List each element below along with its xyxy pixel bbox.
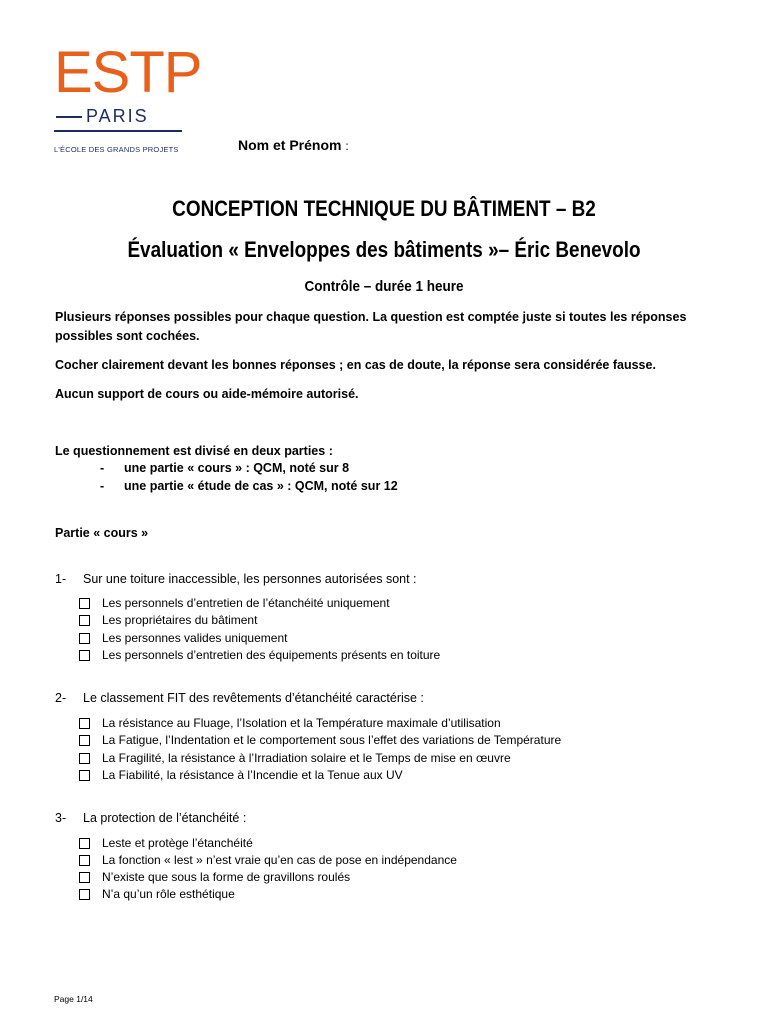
question-3-number: 3- <box>55 811 67 825</box>
checkbox[interactable] <box>79 770 90 781</box>
checkbox[interactable] <box>79 598 90 609</box>
section-title: Partie « cours » <box>55 526 149 540</box>
name-field-label <box>238 137 349 153</box>
checkbox[interactable] <box>79 838 90 849</box>
question-2-number: 2- <box>55 691 67 705</box>
question-1 <box>55 572 417 586</box>
option-label: N’a qu’un rôle esthétique <box>102 887 235 901</box>
option-label: La fonction « lest » n’est vraie qu’en cas de pose en indépendance <box>102 853 457 867</box>
option-label: La Fiabilité, la résistance à l’Incendie et la Tenue aux UV <box>102 768 403 782</box>
course-title: CONCEPTION TECHNIQUE DU BÂTIMENT – B2 <box>172 196 596 221</box>
exam-duration: Contrôle – durée 1 heure <box>304 278 464 295</box>
question-3-option-3[interactable] <box>79 869 350 885</box>
option-label: N’existe que sous la forme de gravillons roulés <box>102 870 351 884</box>
question-3-option-4[interactable] <box>79 886 235 902</box>
name-label: Nom et Prénom <box>238 137 342 153</box>
logo-tagline: L'ÉCOLE DES GRANDS PROJETS <box>54 145 179 154</box>
instruction-check-clearly: Cocher clairement devant les bonnes réponses ; en cas de doute, la réponse sera considérée fausse. <box>55 358 656 372</box>
question-3-option-2[interactable] <box>79 852 457 868</box>
checkbox[interactable] <box>79 615 90 626</box>
checkbox[interactable] <box>79 872 90 883</box>
option-label: Les personnes valides uniquement <box>102 631 288 645</box>
page-number: Page 1/14 <box>54 994 93 1004</box>
question-1-option-1[interactable] <box>79 595 390 611</box>
checkbox[interactable] <box>79 889 90 900</box>
question-1-number: 1- <box>55 572 67 586</box>
estp-logo <box>54 40 202 155</box>
part-2-text: une partie « étude de cas » : QCM, noté sur 12 <box>124 479 398 493</box>
checkbox[interactable] <box>79 855 90 866</box>
question-3-text: La protection de l’étanchéité : <box>83 811 247 825</box>
part-1-text: une partie « cours » : QCM, noté sur 8 <box>124 461 350 475</box>
evaluation-title: Évaluation « Enveloppes des bâtiments »– Éric Benevolo <box>127 237 641 262</box>
question-1-text: Sur une toiture inaccessible, les personnes autorisées sont : <box>83 572 417 586</box>
logo-city: PARIS <box>86 106 149 126</box>
option-label: Leste et protège l’étanchéité <box>102 836 253 850</box>
question-2-option-4[interactable] <box>79 767 403 783</box>
name-colon: : <box>345 139 349 153</box>
option-label: La Fatigue, l’Indentation et le comportement sous l’effet des variations de Température <box>102 733 562 747</box>
option-label: La Fragilité, la résistance à l’Irradiation solaire et le Temps de mise en œuvre <box>102 751 511 765</box>
question-2-text: Le classement FIT des revêtements d’étanchéité caractérise : <box>83 691 424 705</box>
part-2-dash: - <box>100 479 105 493</box>
option-label: Les personnels d’entretien de l’étanchéité uniquement <box>102 596 390 610</box>
checkbox[interactable] <box>79 633 90 644</box>
part-1-dash: - <box>100 461 105 475</box>
question-1-option-2[interactable] <box>79 612 257 628</box>
checkbox[interactable] <box>79 718 90 729</box>
question-3 <box>55 811 246 825</box>
checkbox[interactable] <box>79 650 90 661</box>
question-2-option-1[interactable] <box>79 715 501 731</box>
question-2-option-2[interactable] <box>79 732 561 748</box>
logo-rule-left <box>56 116 82 118</box>
question-2 <box>55 691 424 705</box>
checkbox[interactable] <box>79 735 90 746</box>
logo-brand: ESTP <box>54 40 202 105</box>
option-label: Les propriétaires du bâtiment <box>102 613 258 627</box>
question-1-option-3[interactable] <box>79 630 287 646</box>
instruction-no-support: Aucun support de cours ou aide-mémoire autorisé. <box>55 387 359 401</box>
instruction-multiple-answers: Plusieurs réponses possibles pour chaque question. La question est comptée juste si toutes les réponses possibles sont cochées. <box>55 310 687 343</box>
option-label: Les personnels d’entretien des équipements présents en toiture <box>102 648 441 662</box>
question-2-option-3[interactable] <box>79 750 511 766</box>
question-1-option-4[interactable] <box>79 647 440 663</box>
question-3-option-1[interactable] <box>79 835 253 851</box>
logo-rule-bottom <box>54 130 182 132</box>
checkbox[interactable] <box>79 753 90 764</box>
structure-intro: Le questionnement est divisé en deux parties : <box>55 444 333 458</box>
option-label: La résistance au Fluage, l’Isolation et la Température maximale d’utilisation <box>102 716 501 730</box>
